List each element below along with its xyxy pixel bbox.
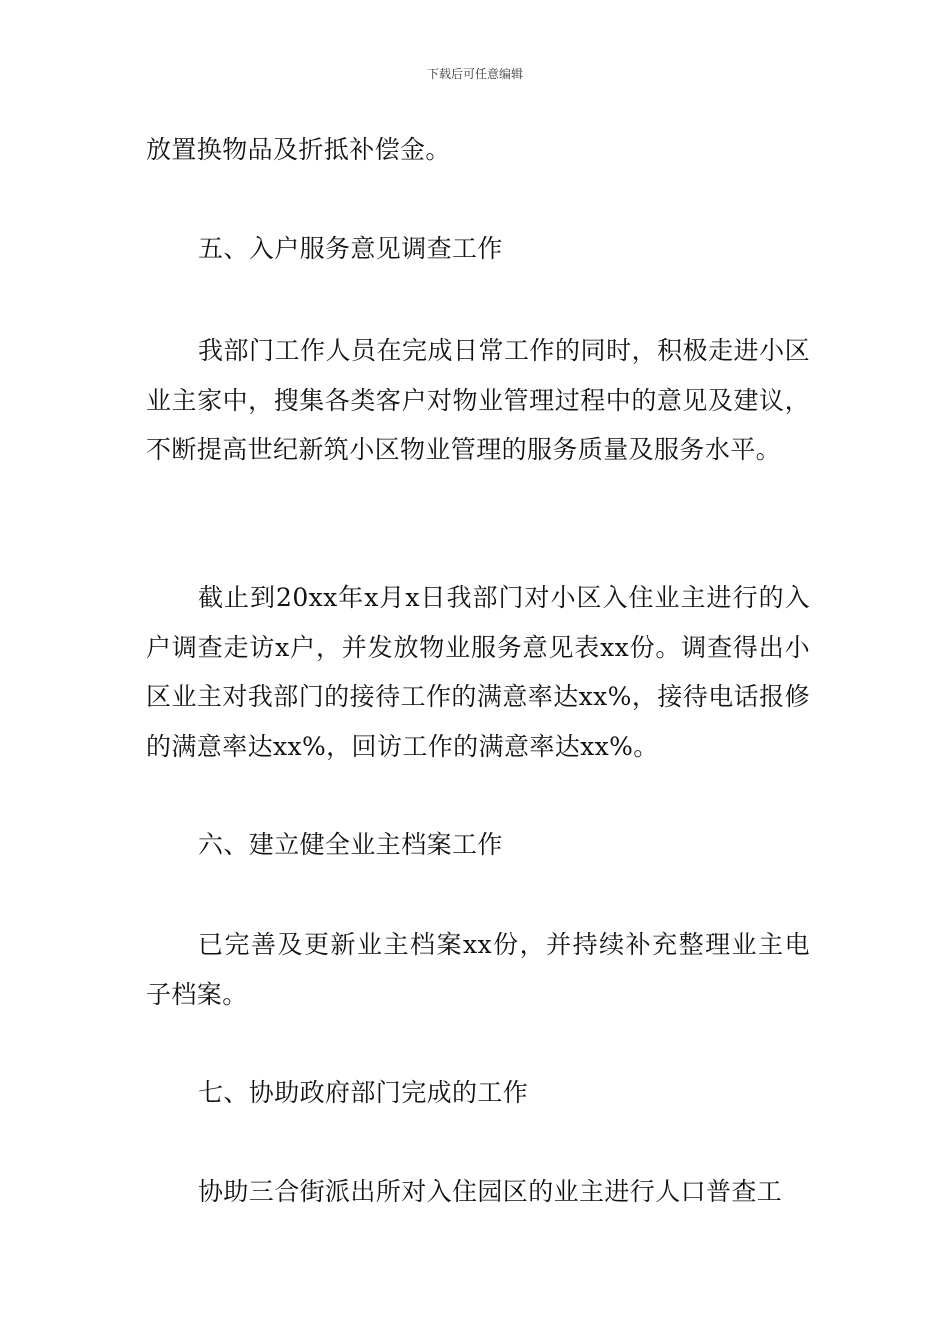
paragraph-continued: 放置换物品及折抵补偿金。 — [146, 135, 451, 164]
page-header: 下载后可任意编辑 — [426, 67, 523, 81]
section-heading-7: 七、协助政府部门完成的工作 — [198, 1078, 529, 1107]
paragraph-government-assist: 协助三合街派出所对入住园区的业主进行人口普查工 — [198, 1177, 783, 1206]
section-heading-5: 五、入户服务意见调查工作 — [198, 234, 503, 263]
paragraph-survey-results: 截止到20xx年x月x日我部门对小区入住业主进行的入户调查走访x户，并发放物业服务意见表xx份。调查得出小区业主对我部门的接待工作的满意率达xx%，接待电话报修的满意率达xx%，回访工作的满意率达xx%。 — [146, 583, 810, 761]
paragraph-owner-archives: 已完善及更新业主档案xx份，并持续补充整理业主电子档案。 — [146, 930, 810, 1009]
paragraph-service-survey: 我部门工作人员在完成日常工作的同时，积极走进小区业主家中，搜集各类客户对物业管理过程中的意见及建议，不断提高世纪新筑小区物业管理的服务质量及服务水平。 — [146, 336, 810, 464]
section-heading-6: 六、建立健全业主档案工作 — [198, 830, 503, 859]
